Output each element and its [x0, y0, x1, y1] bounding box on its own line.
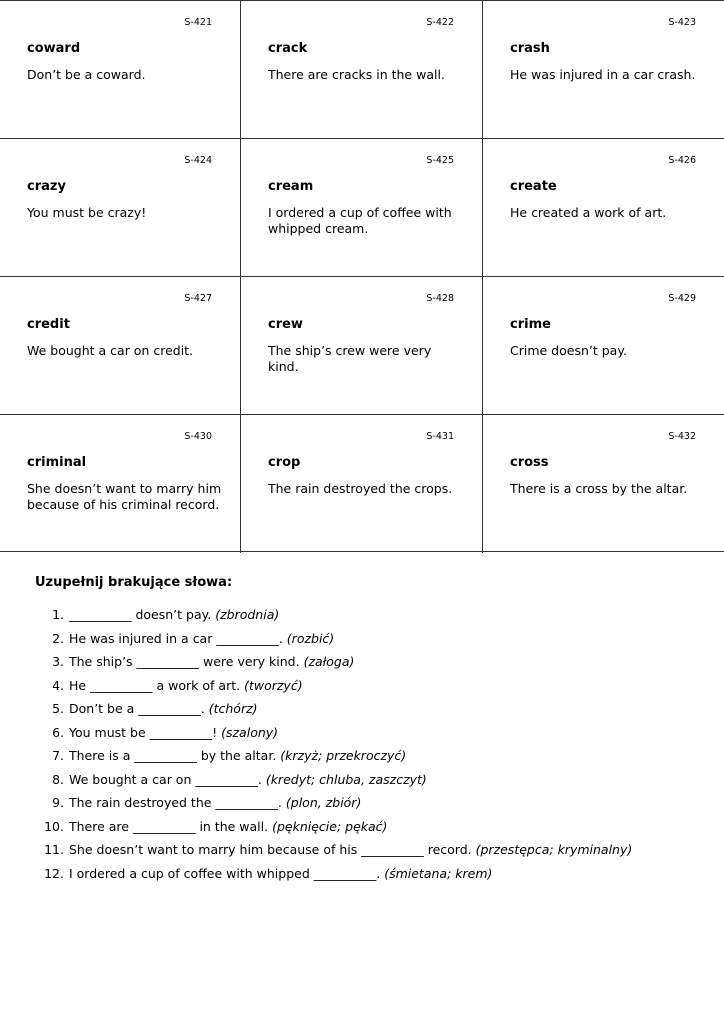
item-hint: (tworzyć) — [244, 677, 303, 693]
flashcard — [0, 139, 241, 277]
item-hint: (załoga) — [303, 654, 355, 669]
card-sentence: You must be crazy! — [27, 205, 147, 220]
card-word: crime — [510, 317, 551, 332]
exercise-item — [0, 838, 724, 862]
flashcard — [483, 139, 724, 277]
card-word: criminal — [27, 455, 87, 470]
flashcard — [0, 1, 241, 139]
exercise-item — [0, 815, 724, 839]
card-sentence: I ordered a cup of coffee with whipped cream. — [268, 205, 452, 236]
exercise-item — [0, 768, 724, 792]
item-hint: (przestępca; kryminalny) — [475, 842, 633, 857]
item-number: 4. — [52, 677, 64, 693]
card-word: cream — [268, 179, 314, 194]
flashcard — [241, 277, 483, 415]
item-hint: (plon, zbiór) — [285, 795, 362, 810]
card-sentence: There is a cross by the altar. — [510, 481, 688, 496]
card-sentence: There are cracks in the wall. — [268, 67, 445, 82]
item-number: 2. — [52, 630, 64, 646]
exercise-item — [0, 862, 724, 886]
card-sentence: The rain destroyed the crops. — [268, 481, 453, 496]
item-number: 11. — [44, 842, 64, 857]
exercise-item — [0, 697, 724, 721]
card-code: S-432 — [668, 431, 696, 442]
card-code: S-422 — [426, 17, 454, 28]
item-sentence: The ship’s __________ were very kind. — [69, 654, 300, 669]
exercise-item — [0, 603, 724, 627]
exercise-item — [0, 650, 724, 674]
card-sentence: Crime doesn’t pay. — [510, 343, 627, 358]
item-hint: (krzyż; przekroczyć) — [280, 748, 407, 763]
exercise-title: Uzupełnij brakujące słowa: — [35, 575, 233, 590]
item-number: 12. — [44, 865, 64, 881]
card-word: crop — [268, 455, 301, 470]
exercise-list — [0, 603, 724, 885]
card-code: S-431 — [426, 431, 454, 442]
card-sentence: He was injured in a car crash. — [510, 67, 696, 82]
item-number: 1. — [52, 607, 64, 622]
card-sentence: He created a work of art. — [510, 205, 667, 220]
card-sentence: Don’t be a coward. — [27, 67, 146, 82]
item-sentence: There is a __________ by the altar. — [69, 748, 277, 763]
card-code: S-430 — [184, 431, 212, 442]
flashcard — [483, 277, 724, 415]
item-number: 7. — [52, 748, 64, 763]
card-code: S-425 — [426, 155, 454, 166]
card-sentence: We bought a car on credit. — [27, 343, 194, 358]
card-word: crew — [268, 317, 303, 332]
item-number: 6. — [52, 724, 64, 740]
card-code: S-426 — [668, 155, 696, 166]
card-code: S-428 — [426, 293, 454, 304]
exercise-item — [0, 674, 724, 698]
flashcard — [0, 415, 241, 553]
item-sentence: He was injured in a car __________. — [69, 630, 283, 646]
card-sentence: She doesn’t want to marry him because of his criminal record. — [27, 481, 222, 512]
flashcard — [483, 1, 724, 139]
exercise-item — [0, 791, 724, 815]
item-sentence: He __________ a work of art. — [69, 677, 241, 693]
item-sentence: There are __________ in the wall. — [69, 818, 269, 834]
item-hint: (zbrodnia) — [215, 607, 280, 622]
flashcard — [241, 1, 483, 139]
item-hint: (kredyt; chluba, zaszczyt) — [265, 771, 427, 787]
item-hint: (pęknięcie; pękać) — [272, 818, 388, 834]
card-code: S-421 — [184, 17, 212, 28]
flashcard — [0, 277, 241, 415]
item-hint: (tchórz) — [208, 701, 258, 716]
item-number: 8. — [52, 771, 64, 787]
item-number: 9. — [52, 795, 64, 810]
card-word: coward — [27, 41, 81, 56]
flashcard — [241, 139, 483, 277]
card-word: cross — [510, 455, 549, 470]
item-hint: (szalony) — [221, 724, 279, 740]
card-word: create — [510, 179, 557, 194]
card-code: S-424 — [184, 155, 212, 166]
item-hint: (śmietana; krem) — [384, 865, 493, 881]
item-sentence: You must be __________! — [69, 724, 218, 740]
item-number: 5. — [52, 701, 64, 716]
card-word: crack — [268, 41, 308, 56]
card-sentence: The ship’s crew were very kind. — [268, 343, 432, 374]
card-word: crash — [510, 41, 550, 56]
card-word: credit — [27, 317, 70, 332]
item-sentence: I ordered a cup of coffee with whipped __________. — [69, 865, 381, 881]
item-sentence: The rain destroyed the __________. — [69, 795, 282, 810]
card-code: S-427 — [184, 293, 212, 304]
item-hint: (rozbić) — [286, 630, 335, 646]
item-sentence: We bought a car on __________. — [69, 771, 262, 787]
exercise-item — [0, 721, 724, 745]
card-word: crazy — [27, 179, 66, 194]
flashcard — [241, 415, 483, 553]
item-sentence: __________ doesn’t pay. — [69, 607, 212, 622]
flashcard — [483, 415, 724, 553]
exercise-item — [0, 744, 724, 768]
item-sentence: She doesn’t want to marry him because of his __________ record. — [69, 842, 472, 857]
item-sentence: Don’t be a __________. — [69, 701, 205, 716]
exercise-item — [0, 627, 724, 651]
card-code: S-423 — [668, 17, 696, 28]
card-code: S-429 — [668, 293, 696, 304]
item-number: 10. — [44, 818, 64, 834]
item-number: 3. — [52, 654, 64, 669]
